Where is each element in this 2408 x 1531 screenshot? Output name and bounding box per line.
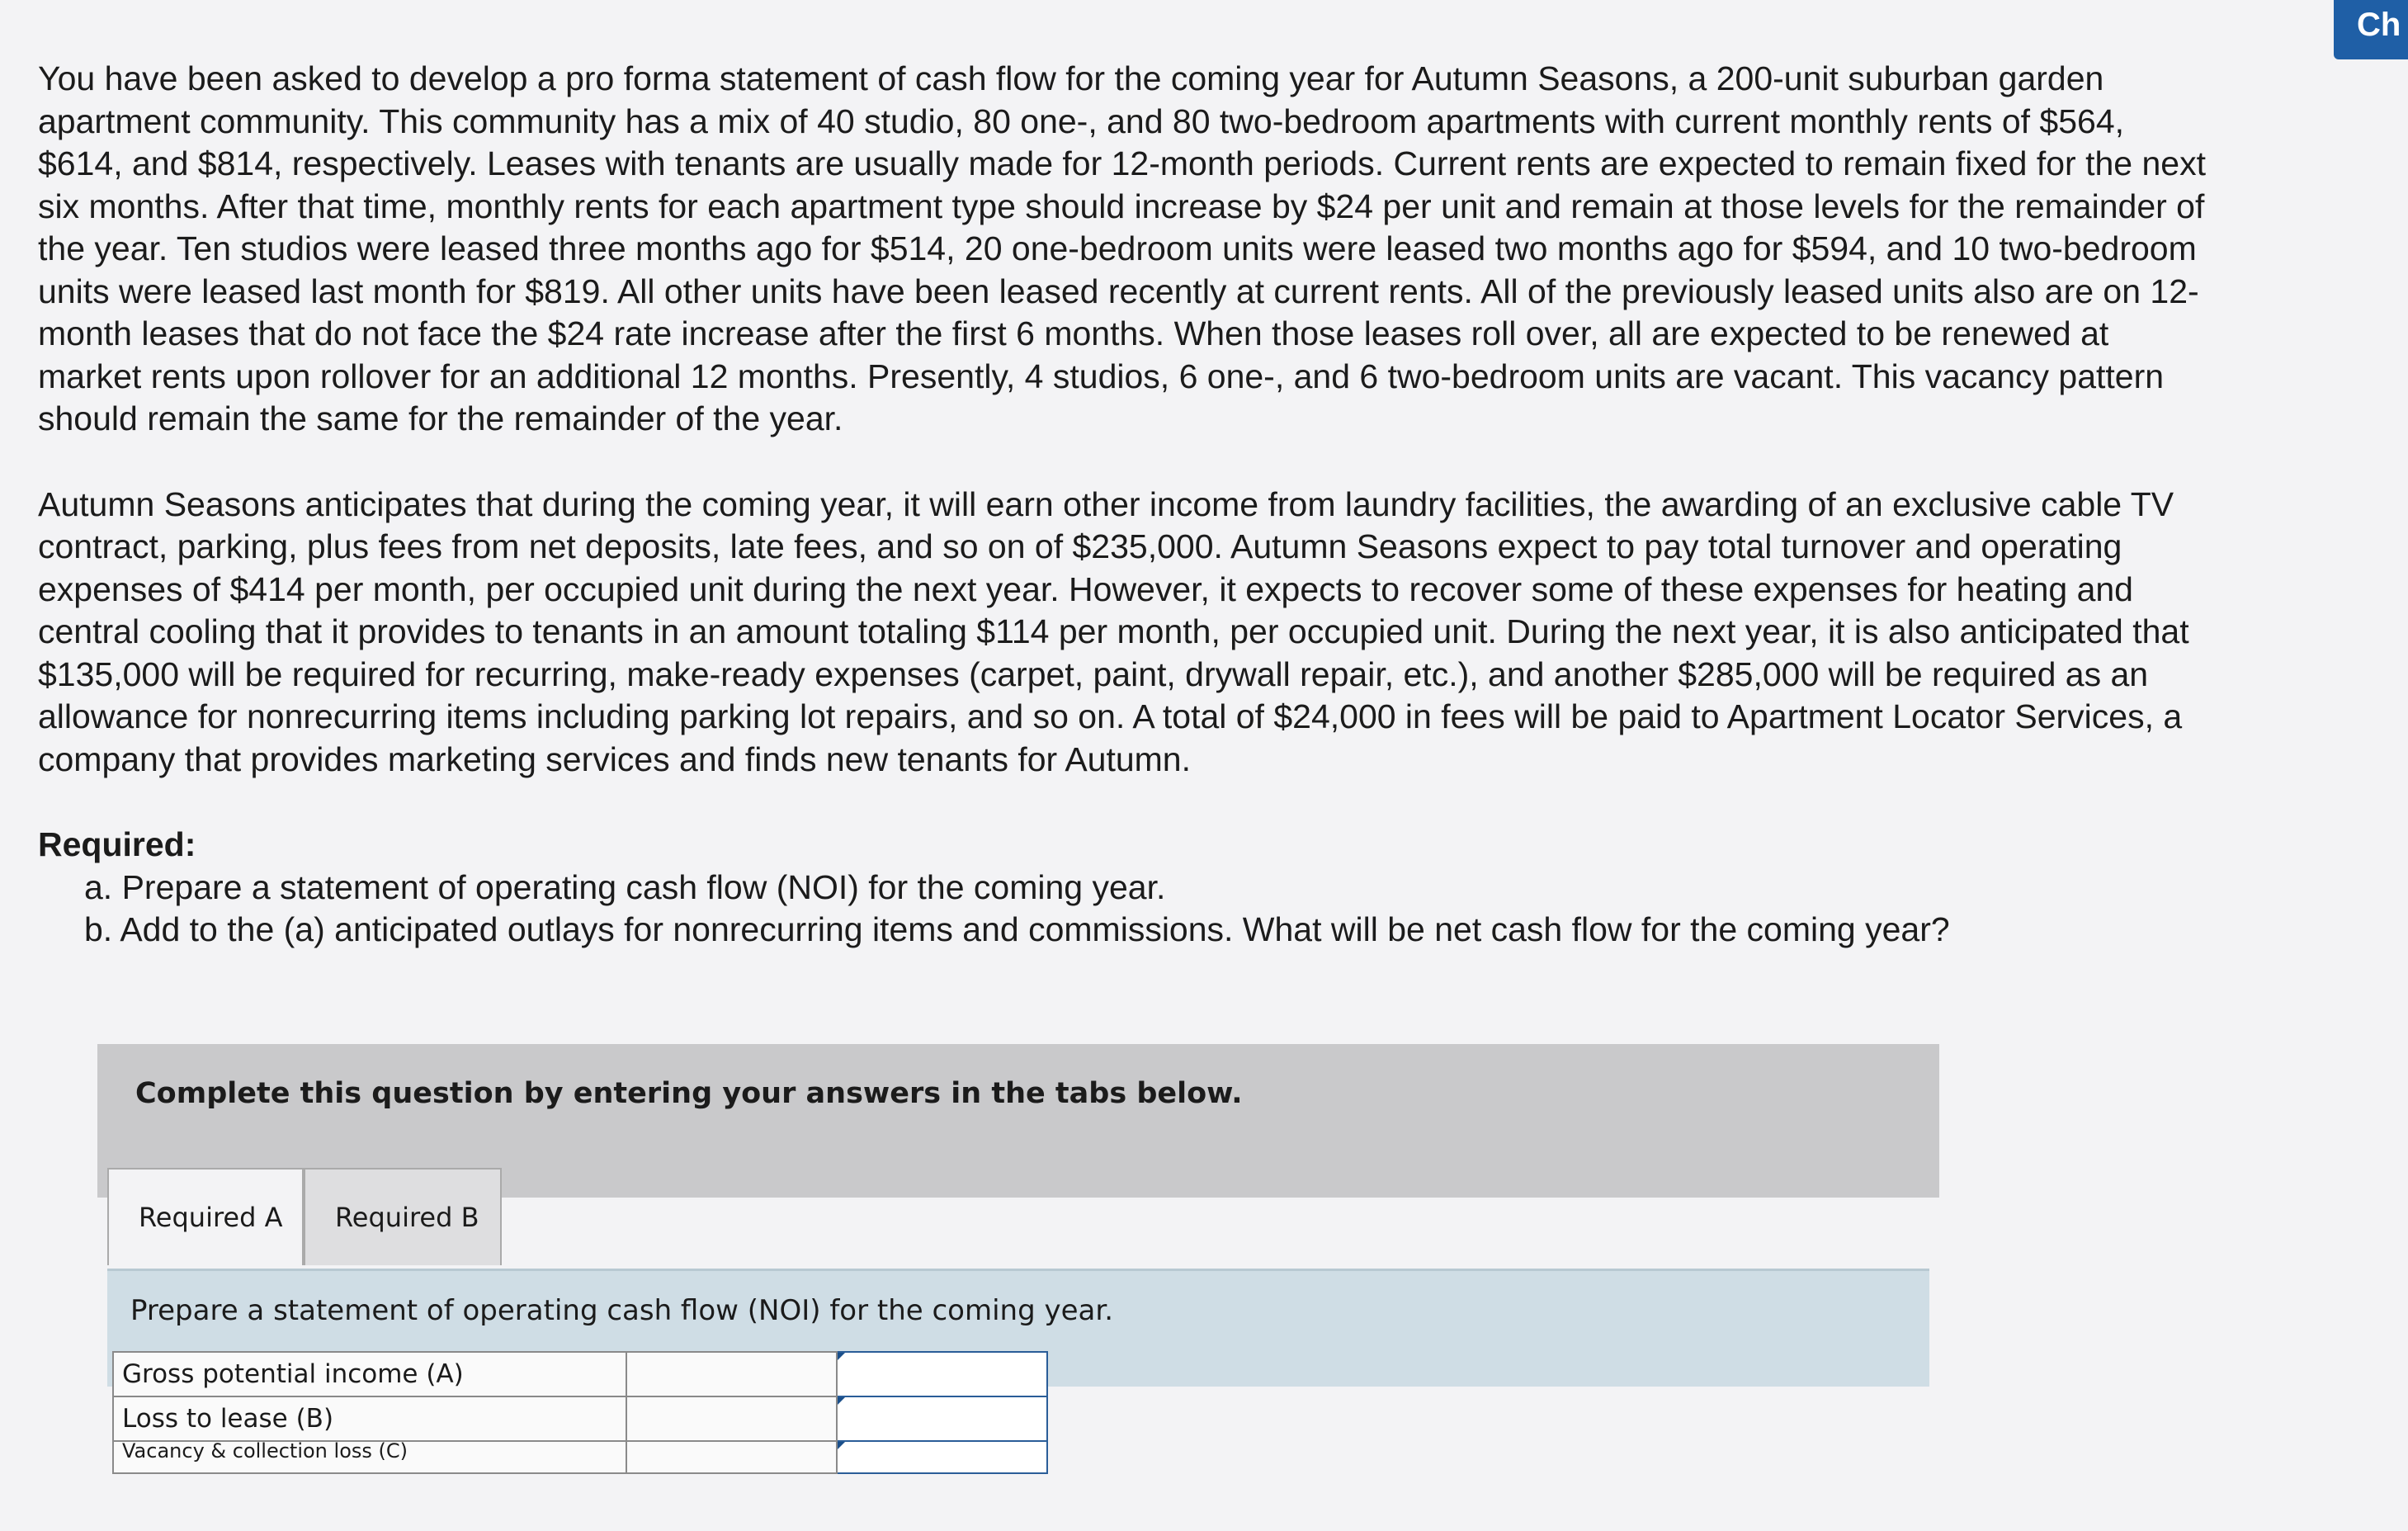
required-list [38,867,2217,952]
required-heading: Required: [38,825,196,863]
row-label: Vacancy & collection loss (C) [113,1441,626,1473]
vacancy-loss-input[interactable] [838,1442,1046,1472]
vacancy-loss-input-cell[interactable] [837,1441,1047,1473]
empty-cell [626,1352,837,1396]
tab-required-b[interactable] [304,1168,502,1265]
loss-to-lease-input-cell[interactable] [837,1396,1047,1441]
required-item-a: a. Prepare a statement of operating cash flow (NOI) for the coming year. [84,867,1166,906]
tab-prompt-text: Prepare a statement of operating cash flow (NOI) for the coming year. [130,1294,1114,1327]
tab-required-b-label: Required B [335,1202,479,1233]
tab-required-a[interactable] [107,1168,304,1265]
row-label: Gross potential income (A) [113,1352,626,1396]
noi-statement-table [112,1351,1048,1474]
tab-required-a-label: Required A [139,1202,283,1233]
loss-to-lease-input[interactable] [838,1397,1046,1440]
problem-paragraph-2: Autumn Seasons anticipates that during the coming year, it will earn other income from laundry facilities, the awarding of an exclusive cable TV contract, parking, plus fees from net deposits, late fees, and so on of $235,000. Autumn Seasons expect to pay total turnover and operating expenses of $414 per month, per occupied unit during the next year. However, it expects to recover some of these expenses for heating and central cooling that it provides to tenants in an amount totaling $114 per month, per occupied unit. During the next year, it is also anticipated that $135,000 will be required for recurring, make-ready expenses (carpet, paint, drywall repair, etc.), and another $285,000 will be required as an allowance for nonrecurring items including parking lot repairs, and so on. A total of $24,000 in fees will be paid to Apartment Locator Services, a company that provides marketing services and finds new tenants for Autumn. [38,484,2189,778]
empty-cell [626,1396,837,1441]
gross-potential-income-input-cell[interactable] [837,1352,1047,1396]
chapter-tab[interactable] [2334,0,2408,59]
row-label: Loss to lease (B) [113,1396,626,1441]
table-row [113,1396,1047,1441]
gross-potential-income-input[interactable] [838,1353,1046,1396]
problem-statement [38,58,2217,952]
required-item-b: b. Add to the (a) anticipated outlays for nonrecurring items and commissions. What will be net cash flow for the coming year? [84,910,1950,948]
instructions-text: Complete this question by entering your answers in the tabs below. [135,1077,1243,1110]
empty-cell [626,1441,837,1473]
table-row [113,1352,1047,1396]
table-row [113,1441,1047,1473]
answer-tabs [107,1168,502,1269]
problem-paragraph-1: You have been asked to develop a pro forma statement of cash flow for the coming year for Autumn Seasons, a 200-unit suburban garden apartment community. This community has a mix of 40 studio, 80 one-, and 80 two-bedroom apartments with current monthly rents of $564, $614, and $814, respectively. Leases with tenants are usually made for 12-month periods. Current rents are expected to remain fixed for the next six months. After that time, monthly rents for each apartment type should increase by $24 per unit and remain at those levels for the remainder of the year. Ten studios were leased three months ago for $514, 20 one-bedroom units were leased two months ago for $594, and 10 two-bedroom units were leased last month for $819. All other units have been leased recently at current rents. All of the previously leased units also are on 12-month leases that do not face the $24 rate increase after the first 6 months. When those leases roll over, all are expected to be renewed at market rents upon rollover for an additional 12 months. Presently, 4 studios, 6 one-, and 6 two-bedroom units are vacant. This vacancy pattern should remain the same for the remainder of the year. [38,59,2206,437]
chapter-tab-label: Ch [2357,7,2401,43]
